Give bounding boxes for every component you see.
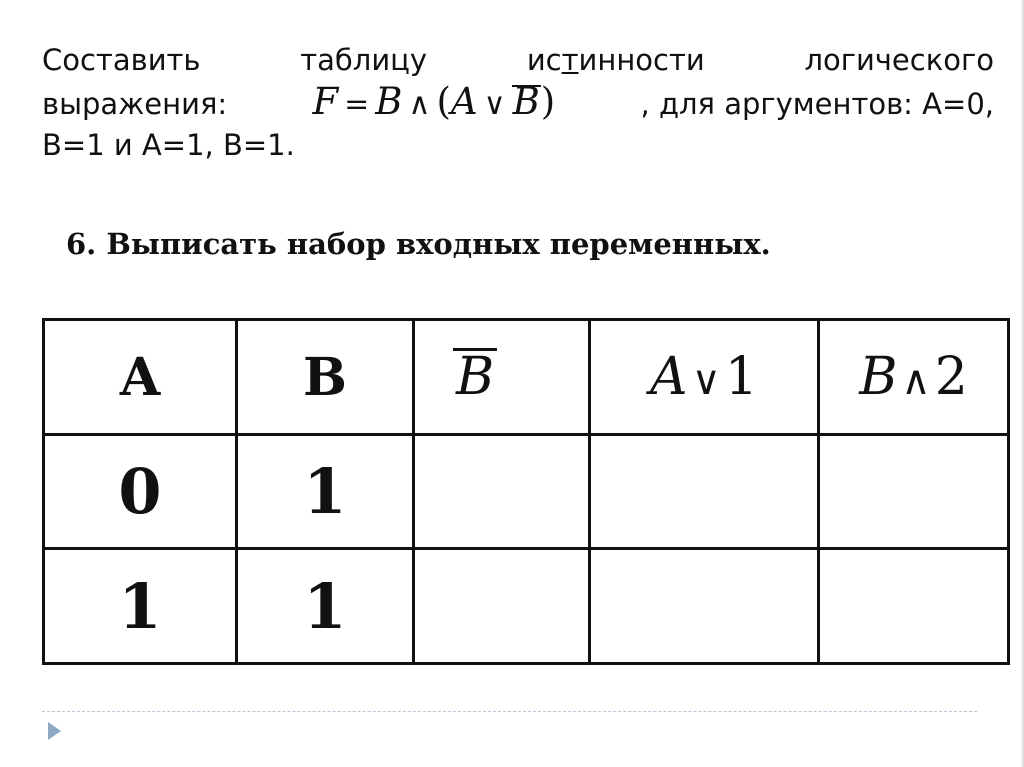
word-4: логического: [804, 43, 994, 77]
step-title: 6. Выписать набор входных переменных.: [66, 227, 771, 261]
word-2: таблицу: [300, 43, 428, 77]
header-b-and-2: B ∧2: [819, 320, 1009, 435]
task-line-2: [42, 81, 994, 125]
formula-b: B: [375, 80, 403, 123]
header-a-or-1: A ∨1: [590, 320, 819, 435]
cell-a-or-1: [590, 435, 819, 549]
header-not-b: B: [414, 320, 590, 435]
task-line-1: [42, 40, 994, 81]
next-slide-arrow-icon[interactable]: [48, 722, 61, 740]
cell-a: 0: [44, 435, 237, 549]
task-line-3: [42, 125, 994, 166]
formula: [312, 81, 555, 125]
header-b: B: [237, 320, 414, 435]
word-1: Составить: [42, 43, 201, 77]
task-text: [42, 40, 994, 166]
footer-divider: [42, 711, 977, 712]
formula-close-paren: ): [540, 80, 556, 123]
table-row: [44, 435, 1009, 549]
arguments-continued: B=1 и A=1, B=1.: [42, 128, 295, 162]
header-a: A: [44, 320, 237, 435]
arguments-text: , для аргументов: A=0,: [640, 87, 994, 121]
cell-b-and-2: [819, 549, 1009, 664]
header-row: [44, 320, 1009, 435]
formula-or: ∨: [483, 87, 506, 122]
cell-b: 1: [237, 435, 414, 549]
cell-not-b: [414, 549, 590, 664]
cell-b-and-2: [819, 435, 1009, 549]
formula-a: A: [450, 80, 478, 123]
truth-table: [42, 318, 1010, 665]
cell-a: 1: [44, 549, 237, 664]
formula-and: ∧: [408, 87, 431, 122]
expression-label: выражения:: [42, 87, 228, 121]
formula-not-b: B: [512, 80, 540, 123]
cell-b: 1: [237, 549, 414, 664]
cell-not-b: [414, 435, 590, 549]
formula-f: F: [312, 80, 339, 123]
formula-eq: =: [344, 87, 370, 122]
word-3: истинности: [526, 43, 705, 77]
formula-open-paren: (: [436, 80, 451, 123]
cell-a-or-1: [590, 549, 819, 664]
table-row: [44, 549, 1009, 664]
